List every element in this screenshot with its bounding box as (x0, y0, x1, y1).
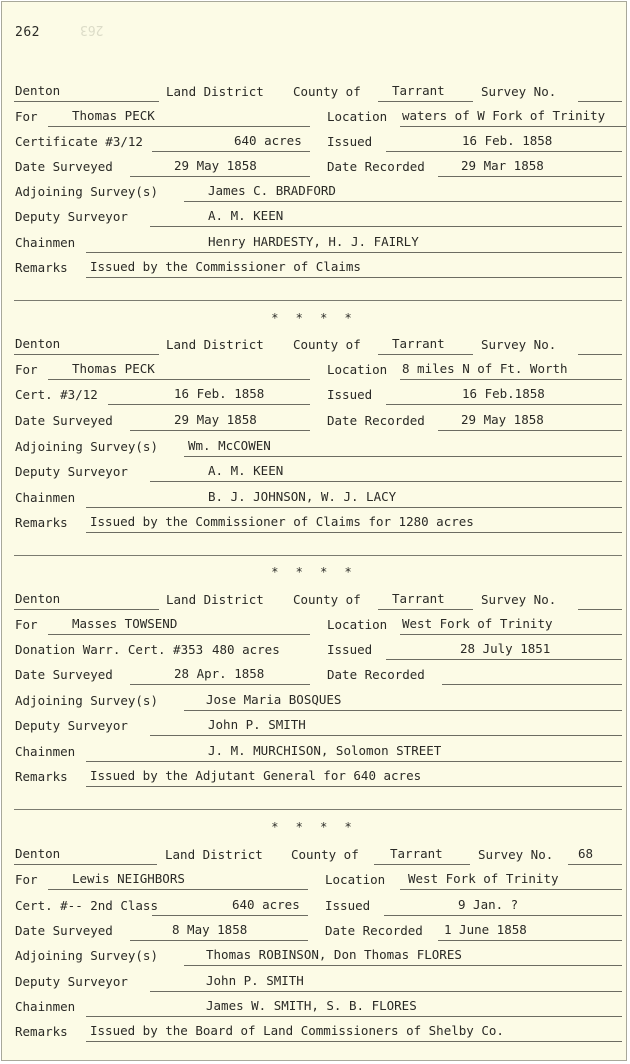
adjoining-value: Thomas ROBINSON, Don Thomas FLORES (206, 947, 462, 962)
issued-value: 16 Feb. 1858 (462, 133, 553, 148)
county-value: Tarrant (392, 336, 445, 351)
date-surveyed-label: Date Surveyed (15, 923, 113, 938)
remarks-row (2, 513, 627, 533)
remarks-value: Issued by the Commissioner of Claims for 1280 acres (90, 514, 474, 529)
issued-value: 9 Jan. ? (458, 897, 519, 912)
adjoining-value: Jose Maria BOSQUES (206, 692, 342, 707)
certificate-row (2, 132, 627, 152)
for-label: For (15, 617, 38, 632)
remarks-value: Issued by the Commissioner of Claims (90, 259, 361, 274)
date-surveyed-label: Date Surveyed (15, 667, 113, 682)
date-surveyed-value: 8 May 1858 (172, 922, 248, 937)
location-label: Location (327, 109, 388, 124)
county-value: Tarrant (390, 846, 443, 861)
bleed-through-text: 263 (80, 22, 104, 37)
grantee-value: Thomas PECK (72, 108, 155, 123)
issued-label: Issued (327, 642, 373, 657)
chainmen-row (2, 742, 627, 762)
chainmen-value: Henry HARDESTY, H. J. FAIRLY (208, 234, 419, 249)
chainmen-label: Chainmen (15, 490, 76, 505)
survey-no-label: Survey No. (478, 847, 554, 862)
location-value: 8 miles N of Ft. Worth (402, 361, 568, 376)
county-value: Tarrant (392, 83, 445, 98)
chainmen-value: B. J. JOHNSON, W. J. LACY (208, 489, 397, 504)
certificate-label: Cert. #-- 2nd Class (15, 898, 158, 913)
certificate-row (2, 640, 627, 660)
for-label: For (15, 362, 38, 377)
adjoining-label: Adjoining Survey(s) (15, 184, 158, 199)
chainmen-value: James W. SMITH, S. B. FLORES (206, 998, 417, 1013)
adjoining-label: Adjoining Survey(s) (15, 693, 158, 708)
document-page (1, 1, 627, 1061)
adjoining-label: Adjoining Survey(s) (15, 948, 158, 963)
district-value: Denton (15, 336, 61, 351)
chainmen-label: Chainmen (15, 235, 76, 250)
remarks-label: Remarks (15, 515, 68, 530)
land-district-label: Land District (166, 84, 264, 99)
district-row (2, 845, 627, 865)
survey-no-label: Survey No. (481, 592, 557, 607)
adjoining-row (2, 691, 627, 711)
issued-value: 16 Feb.1858 (462, 386, 545, 401)
land-district-label: Land District (166, 337, 264, 352)
deputy-value: John P. SMITH (206, 973, 304, 988)
issued-label: Issued (327, 387, 373, 402)
for-label: For (15, 872, 38, 887)
date-recorded-label: Date Recorded (325, 923, 423, 938)
date-recorded-label: Date Recorded (327, 413, 425, 428)
chainmen-label: Chainmen (15, 744, 76, 759)
certificate-value: 640 acres (232, 897, 300, 912)
certificate-value: 480 acres (212, 642, 280, 657)
dates-row (2, 411, 627, 431)
deputy-label: Deputy Surveyor (15, 464, 128, 479)
date-surveyed-label: Date Surveyed (15, 159, 113, 174)
grantee-row (2, 107, 627, 127)
date-recorded-label: Date Recorded (327, 159, 425, 174)
grantee-value: Masses TOWSEND (72, 616, 178, 631)
location-label: Location (327, 362, 388, 377)
deputy-value: A. M. KEEN (208, 208, 284, 223)
date-recorded-label: Date Recorded (327, 667, 425, 682)
location-label: Location (327, 617, 388, 632)
adjoining-row (2, 182, 627, 202)
location-value: waters of W Fork of Trinity (402, 108, 606, 123)
adjoining-label: Adjoining Survey(s) (15, 439, 158, 454)
adjoining-row (2, 437, 627, 457)
deputy-label: Deputy Surveyor (15, 209, 128, 224)
grantee-value: Lewis NEIGHBORS (72, 871, 185, 886)
chainmen-row (2, 488, 627, 508)
county-label: County of (293, 337, 361, 352)
date-surveyed-value: 29 May 1858 (174, 412, 257, 427)
survey-no-value: 68 (578, 846, 594, 861)
deputy-row (2, 462, 627, 482)
dates-row (2, 665, 627, 685)
grantee-row (2, 615, 627, 635)
dates-row (2, 921, 627, 941)
grantee-value: Thomas PECK (72, 361, 155, 376)
certificate-value: 16 Feb. 1858 (174, 386, 265, 401)
blank-line (14, 555, 622, 556)
remarks-value: Issued by the Adjutant General for 640 acres (90, 768, 422, 783)
date-recorded-value: 29 Mar 1858 (461, 158, 544, 173)
chainmen-label: Chainmen (15, 999, 76, 1014)
record-separator: * * * * (271, 311, 357, 325)
remarks-label: Remarks (15, 1024, 68, 1039)
adjoining-value: Wm. McCOWEN (188, 438, 271, 453)
county-label: County of (293, 592, 361, 607)
date-surveyed-value: 28 Apr. 1858 (174, 666, 265, 681)
dates-row (2, 157, 627, 177)
issued-label: Issued (325, 898, 371, 913)
deputy-value: A. M. KEEN (208, 463, 284, 478)
date-recorded-value: 29 May 1858 (461, 412, 544, 427)
chainmen-row (2, 233, 627, 253)
grantee-row (2, 870, 627, 890)
grantee-row (2, 360, 627, 380)
remarks-row (2, 1022, 627, 1042)
record-separator: * * * * (271, 820, 357, 834)
record-separator: * * * * (271, 565, 357, 579)
date-recorded-value: 1 June 1858 (444, 922, 527, 937)
page-number: 262 (15, 25, 40, 40)
adjoining-value: James C. BRADFORD (208, 183, 336, 198)
land-district-label: Land District (166, 592, 264, 607)
certificate-label: Cert. #3/12 (15, 387, 98, 402)
deputy-value: John P. SMITH (208, 717, 306, 732)
survey-no-label: Survey No. (481, 337, 557, 352)
certificate-row (2, 385, 627, 405)
county-value: Tarrant (392, 591, 445, 606)
remarks-value: Issued by the Board of Land Commissioners of Shelby Co. (90, 1023, 504, 1038)
blank-line (14, 300, 622, 301)
issued-value: 28 July 1851 (460, 641, 551, 656)
adjoining-row (2, 946, 627, 966)
for-label: For (15, 109, 38, 124)
district-value: Denton (15, 846, 61, 861)
district-row (2, 335, 627, 355)
chainmen-row (2, 997, 627, 1017)
certificate-value: 640 acres (234, 133, 302, 148)
date-surveyed-value: 29 May 1858 (174, 158, 257, 173)
issued-label: Issued (327, 134, 373, 149)
deputy-row (2, 716, 627, 736)
survey-no-label: Survey No. (481, 84, 557, 99)
land-district-label: Land District (165, 847, 263, 862)
district-row (2, 82, 627, 102)
date-surveyed-label: Date Surveyed (15, 413, 113, 428)
location-value: West Fork of Trinity (402, 616, 553, 631)
district-value: Denton (15, 83, 61, 98)
remarks-label: Remarks (15, 260, 68, 275)
deputy-row (2, 207, 627, 227)
county-label: County of (291, 847, 359, 862)
remarks-row (2, 258, 627, 278)
chainmen-value: J. M. MURCHISON, Solomon STREET (208, 743, 442, 758)
location-value: West Fork of Trinity (408, 871, 559, 886)
remarks-label: Remarks (15, 769, 68, 784)
deputy-label: Deputy Surveyor (15, 974, 128, 989)
certificate-row (2, 896, 627, 916)
blank-line (14, 809, 622, 810)
district-row (2, 590, 627, 610)
district-value: Denton (15, 591, 61, 606)
deputy-row (2, 972, 627, 992)
deputy-label: Deputy Surveyor (15, 718, 128, 733)
certificate-label: Certificate #3/12 (15, 134, 143, 149)
remarks-row (2, 767, 627, 787)
location-label: Location (325, 872, 386, 887)
certificate-label: Donation Warr. Cert. #353 (15, 642, 204, 657)
county-label: County of (293, 84, 361, 99)
